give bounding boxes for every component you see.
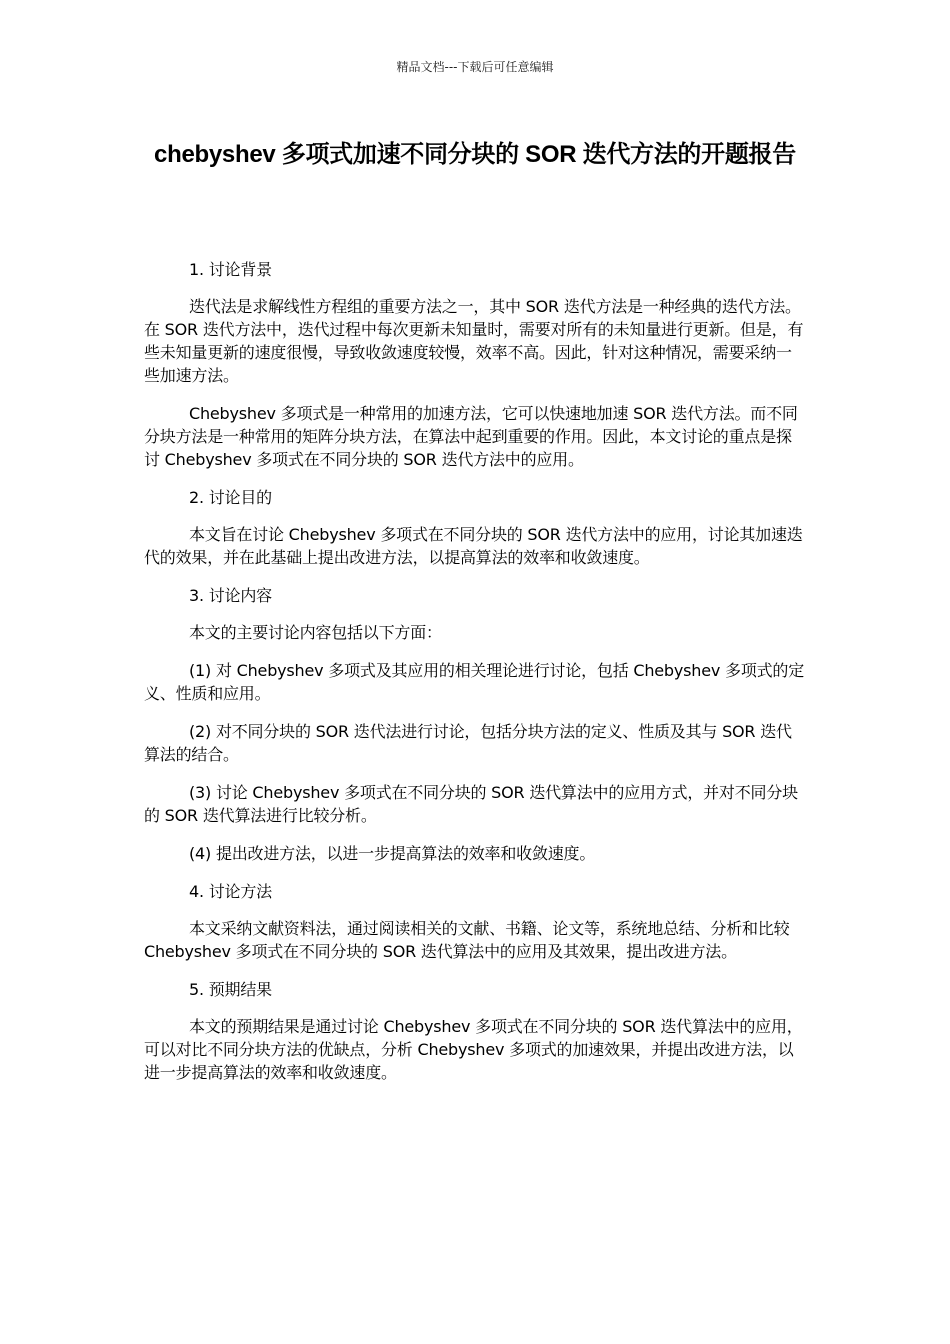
section-heading-method: 4. 讨论方法 [189,882,272,901]
paragraph: 本文的主要讨论内容包括以下方面： [189,623,442,642]
document-title: chebyshev 多项式加速不同分块的 SOR 迭代方法的开题报告 [154,141,796,168]
list-item: (3) 讨论 Chebyshev 多项式在不同分块的 SOR 迭代算法中的应用方式，并对不同分块的 SOR 迭代算法进行比较分析。 [144,783,798,825]
paragraph: 本文的预期结果是通过讨论 Chebyshev 多项式在不同分块的 SOR 迭代算法中的应用，可以对比不同分块方法的优缺点，分析 Chebyshev 多项式的加速效果，并提出改进方法，以进一步提高算法的效率和收敛速度。 [144,1017,803,1082]
list-item: (4) 提出改进方法，以进一步提高算法的效率和收敛速度。 [189,844,596,863]
list-item: (1) 对 Chebyshev 多项式及其应用的相关理论进行讨论，包括 Chebyshev 多项式的定义、性质和应用。 [144,661,805,703]
list-item: (2) 对不同分块的 SOR 迭代法进行讨论，包括分块方法的定义、性质及其与 SOR 迭代算法的结合。 [144,722,792,764]
section-heading-purpose: 2. 讨论目的 [189,488,272,507]
paragraph: 迭代法是求解线性方程组的重要方法之一，其中 SOR 迭代方法是一种经典的迭代方法。在 SOR 迭代方法中，迭代过程中每次更新未知量时，需要对所有的未知量进行更新。但是，有些未知量更新的速度很慢，导致收敛速度较慢，效率不高。因此，针对这种情况，需要采纳一些加速方法。 [144,297,804,385]
paragraph: Chebyshev 多项式是一种常用的加速方法，它可以快速地加速 SOR 迭代方法。而不同分块方法是一种常用的矩阵分块方法，在算法中起到重要的作用。因此，本文讨论的重点是探讨 Chebyshev 多项式在不同分块的 SOR 迭代方法中的应用。 [144,404,798,469]
header-note: 精品文档---下载后可任意编辑 [396,60,554,74]
document-body [144,258,806,1099]
paragraph: 本文旨在讨论 Chebyshev 多项式在不同分块的 SOR 迭代方法中的应用，讨论其加速迭代的效果，并在此基础上提出改进方法，以提高算法的效率和收敛速度。 [144,525,803,567]
paragraph: 本文采纳文献资料法，通过阅读相关的文献、书籍、论文等，系统地总结、分析和比较 Chebyshev 多项式在不同分块的 SOR 迭代算法中的应用及其效果，提出改进方法。 [144,919,790,961]
section-heading-expected-results: 5. 预期结果 [189,980,272,999]
section-heading-background: 1. 讨论背景 [189,260,272,279]
section-heading-content: 3. 讨论内容 [189,586,272,605]
